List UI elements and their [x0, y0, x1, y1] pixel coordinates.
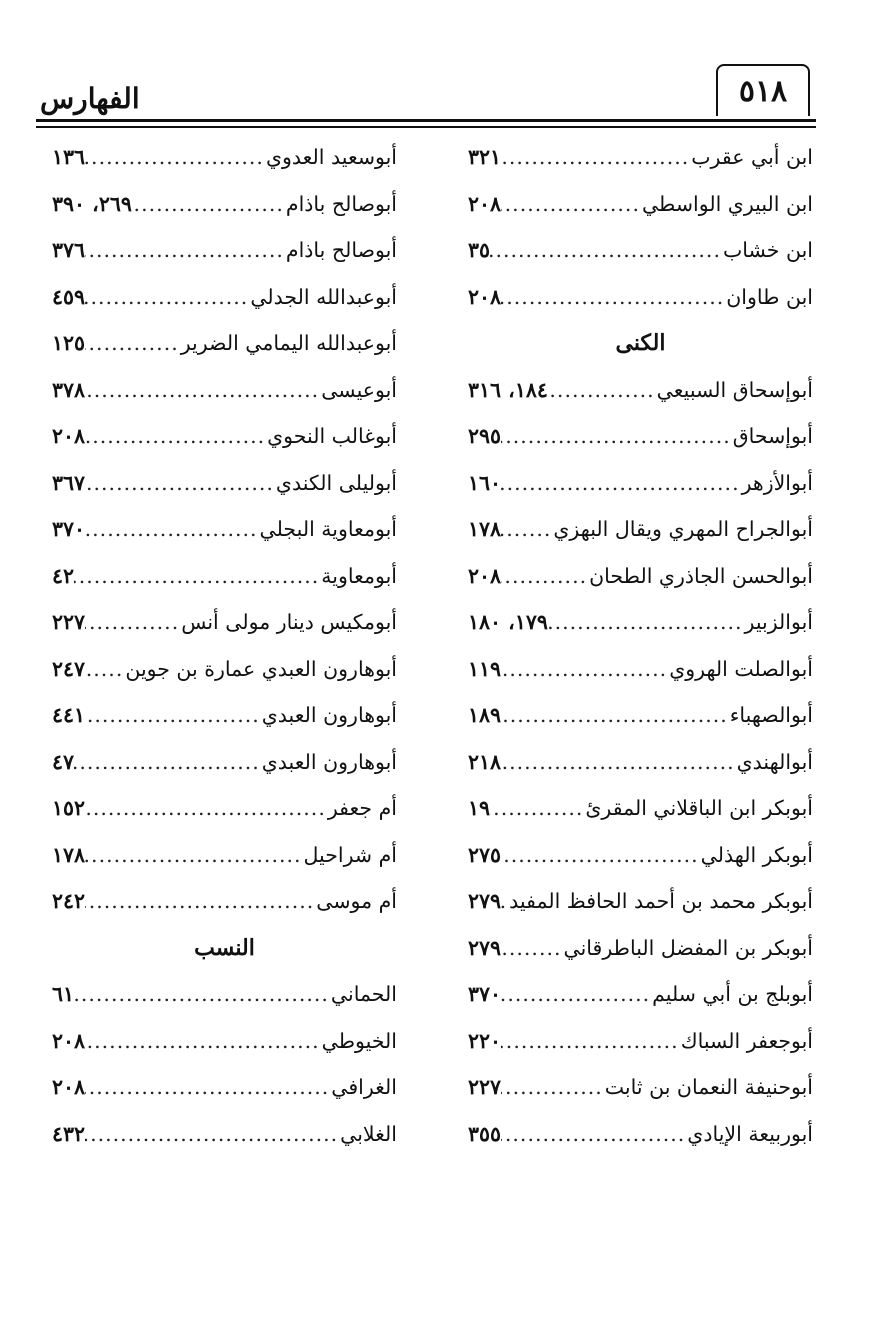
index-entry: [52, 878, 397, 925]
leader-dots: [548, 610, 745, 634]
entry-page: ١٥٢: [52, 796, 86, 821]
index-entry: [52, 227, 397, 274]
entry-page: ٤٣٢: [52, 1121, 86, 1146]
leader-dots: [85, 1122, 340, 1146]
entry-page: ٢٢٧: [468, 1075, 502, 1100]
entry-name: أبوجعفر السباك: [680, 1028, 813, 1053]
entry-page: ٢٢٠: [468, 1028, 502, 1053]
leader-dots: [85, 843, 303, 867]
index-entry: [468, 274, 813, 321]
leader-dots: [74, 750, 262, 774]
leader-dots: [85, 424, 267, 448]
index-entry: [468, 227, 813, 274]
entry-page: ٣٧٦: [52, 238, 86, 263]
header-rule-thin: [36, 126, 816, 128]
leader-dots: [85, 889, 316, 913]
leader-dots: [85, 285, 250, 309]
leader-dots: [501, 936, 563, 960]
entry-name: أبومعاوية البجلي: [259, 517, 397, 542]
left-column: [52, 134, 397, 1157]
index-entry: [468, 692, 813, 739]
index-entry: [468, 646, 813, 693]
entry-name: أبوهارون العبدي: [261, 749, 397, 774]
entry-page: ١٧٨: [468, 517, 502, 542]
leader-dots: [85, 657, 125, 681]
entry-name: ابن البيري الواسطي: [641, 191, 813, 216]
index-entry: [468, 739, 813, 786]
entry-name: أبوبكر محمد بن أحمد الحافظ المفيد: [509, 889, 813, 914]
index-entry: [52, 832, 397, 879]
page-number: ٥١٨: [716, 64, 810, 116]
left-bottom-list: [52, 971, 397, 1157]
leader-dots: [501, 982, 652, 1006]
header-rule-thick: [36, 119, 816, 122]
section-title-nasab: النسب: [194, 934, 255, 961]
entry-page: ٤٢: [52, 563, 75, 588]
leader-dots: [501, 145, 691, 169]
entry-page: ١٢٥: [52, 331, 86, 356]
entry-page: ٢٤٧: [52, 656, 86, 681]
leader-dots: [548, 378, 657, 402]
entry-page: ٤٤١: [52, 703, 86, 728]
leader-dots: [501, 471, 742, 495]
entry-name: أبوبكر الهذلي: [700, 842, 813, 867]
entry-name: الخيوطي: [321, 1028, 397, 1053]
entry-name: أبوحنيفة النعمان بن ثابت: [604, 1075, 813, 1100]
leader-dots: [132, 192, 286, 216]
entry-name: الغلابي: [340, 1121, 397, 1146]
leader-dots: [501, 1075, 605, 1099]
entry-name: ابن أبي عقرب: [691, 145, 813, 170]
entry-name: أبوليلى الكندي: [275, 470, 397, 495]
index-entry: [52, 506, 397, 553]
index-entry: [468, 553, 813, 600]
entry-name: أبوصالح باذام: [285, 238, 397, 263]
entry-page: ٣٧٠: [468, 982, 502, 1007]
entry-name: أم شراحيل: [303, 842, 397, 867]
index-entry: [52, 971, 397, 1018]
index-entry: [468, 460, 813, 507]
entry-page: ١٨٤، ٣١٦: [468, 377, 548, 402]
entry-page: ١١٩: [468, 656, 502, 681]
index-entry: [468, 134, 813, 181]
entry-page: ٣٧٨: [52, 377, 86, 402]
entry-name: أم موسى: [316, 889, 397, 914]
leader-dots: [501, 517, 553, 541]
entry-name: ابن خشاب: [722, 238, 813, 263]
leader-dots: [85, 145, 266, 169]
entry-name: أبوالهندي: [736, 749, 813, 774]
entry-name: أبوبكر بن المفضل الباطرقاني: [563, 935, 813, 960]
entry-name: أبومكيس دينار مولى أنس: [181, 610, 397, 635]
right-column: [468, 134, 813, 1157]
entry-name: أم جعفر: [327, 796, 397, 821]
index-entry: [468, 599, 813, 646]
index-entry: [52, 1111, 397, 1158]
leader-dots: [85, 471, 276, 495]
entry-name: أبومعاوية: [321, 563, 397, 588]
leader-dots: [74, 564, 321, 588]
index-entry: [52, 413, 397, 460]
index-entry: [468, 367, 813, 414]
entry-name: أبوغالب النحوي: [267, 424, 397, 449]
index-entry: [468, 506, 813, 553]
leader-dots: [85, 1075, 331, 1099]
leader-dots: [85, 610, 181, 634]
page-title: الفهارس: [40, 82, 140, 115]
right-bottom-list: [468, 367, 813, 1158]
entry-name: أبوالصلت الهروي: [669, 656, 813, 681]
entry-name: ابن طاوان: [726, 284, 813, 309]
entry-page: ٢٧٩: [468, 889, 502, 914]
leader-dots: [85, 796, 328, 820]
index-entry: [468, 413, 813, 460]
left-top-list: [52, 134, 397, 925]
leader-dots: [501, 750, 737, 774]
index-entry: [52, 134, 397, 181]
entry-page: ٢٠٨: [468, 563, 502, 588]
leader-dots: [85, 1029, 322, 1053]
entry-name: أبوعبدالله اليمامي الضرير: [180, 331, 397, 356]
entry-page: ١٧٨: [52, 842, 86, 867]
index-entry: [52, 785, 397, 832]
index-entry: [52, 1064, 397, 1111]
entry-page: ٢٠٨: [52, 424, 86, 449]
index-entry: [52, 320, 397, 367]
entry-page: ٢٢٧: [52, 610, 86, 635]
entry-page: ١٩: [468, 796, 491, 821]
leader-dots: [85, 331, 181, 355]
index-entry: [468, 1018, 813, 1065]
page-header: [0, 0, 885, 140]
index-entry: [468, 832, 813, 879]
entry-page: ٢٤٢: [52, 889, 86, 914]
entry-name: أبوعبدالله الجدلي: [250, 284, 397, 309]
leader-dots: [490, 796, 585, 820]
entry-name: أبوبلج بن أبي سليم: [652, 982, 813, 1007]
index-entry: [52, 367, 397, 414]
entry-page: ١٦٠: [468, 470, 502, 495]
entry-name: الحماني: [330, 982, 397, 1007]
leader-dots: [501, 843, 701, 867]
index-entry: [52, 646, 397, 693]
index-entry: [52, 599, 397, 646]
entry-page: ٣٧٠: [52, 517, 86, 542]
leader-dots: [85, 703, 262, 727]
right-top-list: [468, 134, 813, 320]
index-entry: [52, 274, 397, 321]
entry-name: الغرافي: [331, 1075, 397, 1100]
entry-name: أبوصالح باذام: [285, 191, 397, 216]
entry-page: ٢٠٨: [468, 191, 502, 216]
entry-page: ٢٠٨: [468, 284, 502, 309]
entry-name: أبوالزبير: [744, 610, 813, 635]
index-entry: [52, 1018, 397, 1065]
leader-dots: [85, 378, 321, 402]
leader-dots: [501, 889, 509, 913]
index-entry: [52, 739, 397, 786]
leader-dots: [501, 703, 730, 727]
entry-page: ٣٦٧: [52, 470, 86, 495]
leader-dots: [501, 657, 669, 681]
index-entry: [468, 181, 813, 228]
entry-page: ٣٢١: [468, 145, 502, 170]
entry-name: أبوالأزهر: [741, 470, 813, 495]
entry-page: ٣٥٥: [468, 1121, 502, 1146]
section-title-kuna: الكنى: [615, 330, 666, 357]
leader-dots: [74, 982, 331, 1006]
leader-dots: [501, 1122, 687, 1146]
index-entry: [52, 460, 397, 507]
entry-page: ٣٥: [468, 238, 491, 263]
leader-dots: [501, 1029, 681, 1053]
index-entry: [468, 878, 813, 925]
entry-page: ٢٩٥: [468, 424, 502, 449]
leader-dots: [85, 517, 259, 541]
entry-name: أبوهارون العبدي: [261, 703, 397, 728]
index-entry: [52, 692, 397, 739]
index-entry: [468, 925, 813, 972]
entry-page: ٢٦٩، ٣٩٠: [52, 191, 132, 216]
index-entry: [52, 181, 397, 228]
leader-dots: [501, 424, 733, 448]
entry-page: ٢٧٩: [468, 935, 502, 960]
leader-dots: [501, 192, 642, 216]
leader-dots: [501, 285, 726, 309]
entry-page: ١٧٩، ١٨٠: [468, 610, 548, 635]
leader-dots: [85, 238, 286, 262]
entry-page: ١٨٩: [468, 703, 502, 728]
entry-name: أبوسعيد العدوي: [265, 145, 397, 170]
entry-page: ٢٠٨: [52, 1028, 86, 1053]
index-entry: [468, 1064, 813, 1111]
entry-page: ٤٥٩: [52, 284, 86, 309]
leader-dots: [501, 564, 589, 588]
entry-page: ٢١٨: [468, 749, 502, 774]
index-entry: [468, 971, 813, 1018]
entry-name: أبوإسحاق: [732, 424, 813, 449]
entry-name: أبوهارون العبدي عمارة بن جوين: [125, 656, 397, 681]
index-entry: [468, 1111, 813, 1158]
entry-name: أبوالصهباء: [729, 703, 813, 728]
entry-page: ٤٧: [52, 749, 75, 774]
entry-page: ٢٧٥: [468, 842, 502, 867]
entry-name: أبوربيعة الإيادي: [687, 1121, 813, 1146]
index-entry: [52, 553, 397, 600]
entry-page: ٢٠٨: [52, 1075, 86, 1100]
leader-dots: [490, 238, 723, 262]
entry-name: أبوإسحاق السبيعي: [656, 377, 813, 402]
entry-name: أبوعيسى: [321, 377, 397, 402]
entry-name: أبوالجراح المهري ويقال البهزي: [553, 517, 813, 542]
entry-name: أبوالحسن الجاذري الطحان: [589, 563, 813, 588]
entry-name: أبوبكر ابن الباقلاني المقرئ: [585, 796, 813, 821]
entry-page: ١٣٦: [52, 145, 86, 170]
index-entry: [468, 785, 813, 832]
entry-page: ٦١: [52, 982, 75, 1007]
